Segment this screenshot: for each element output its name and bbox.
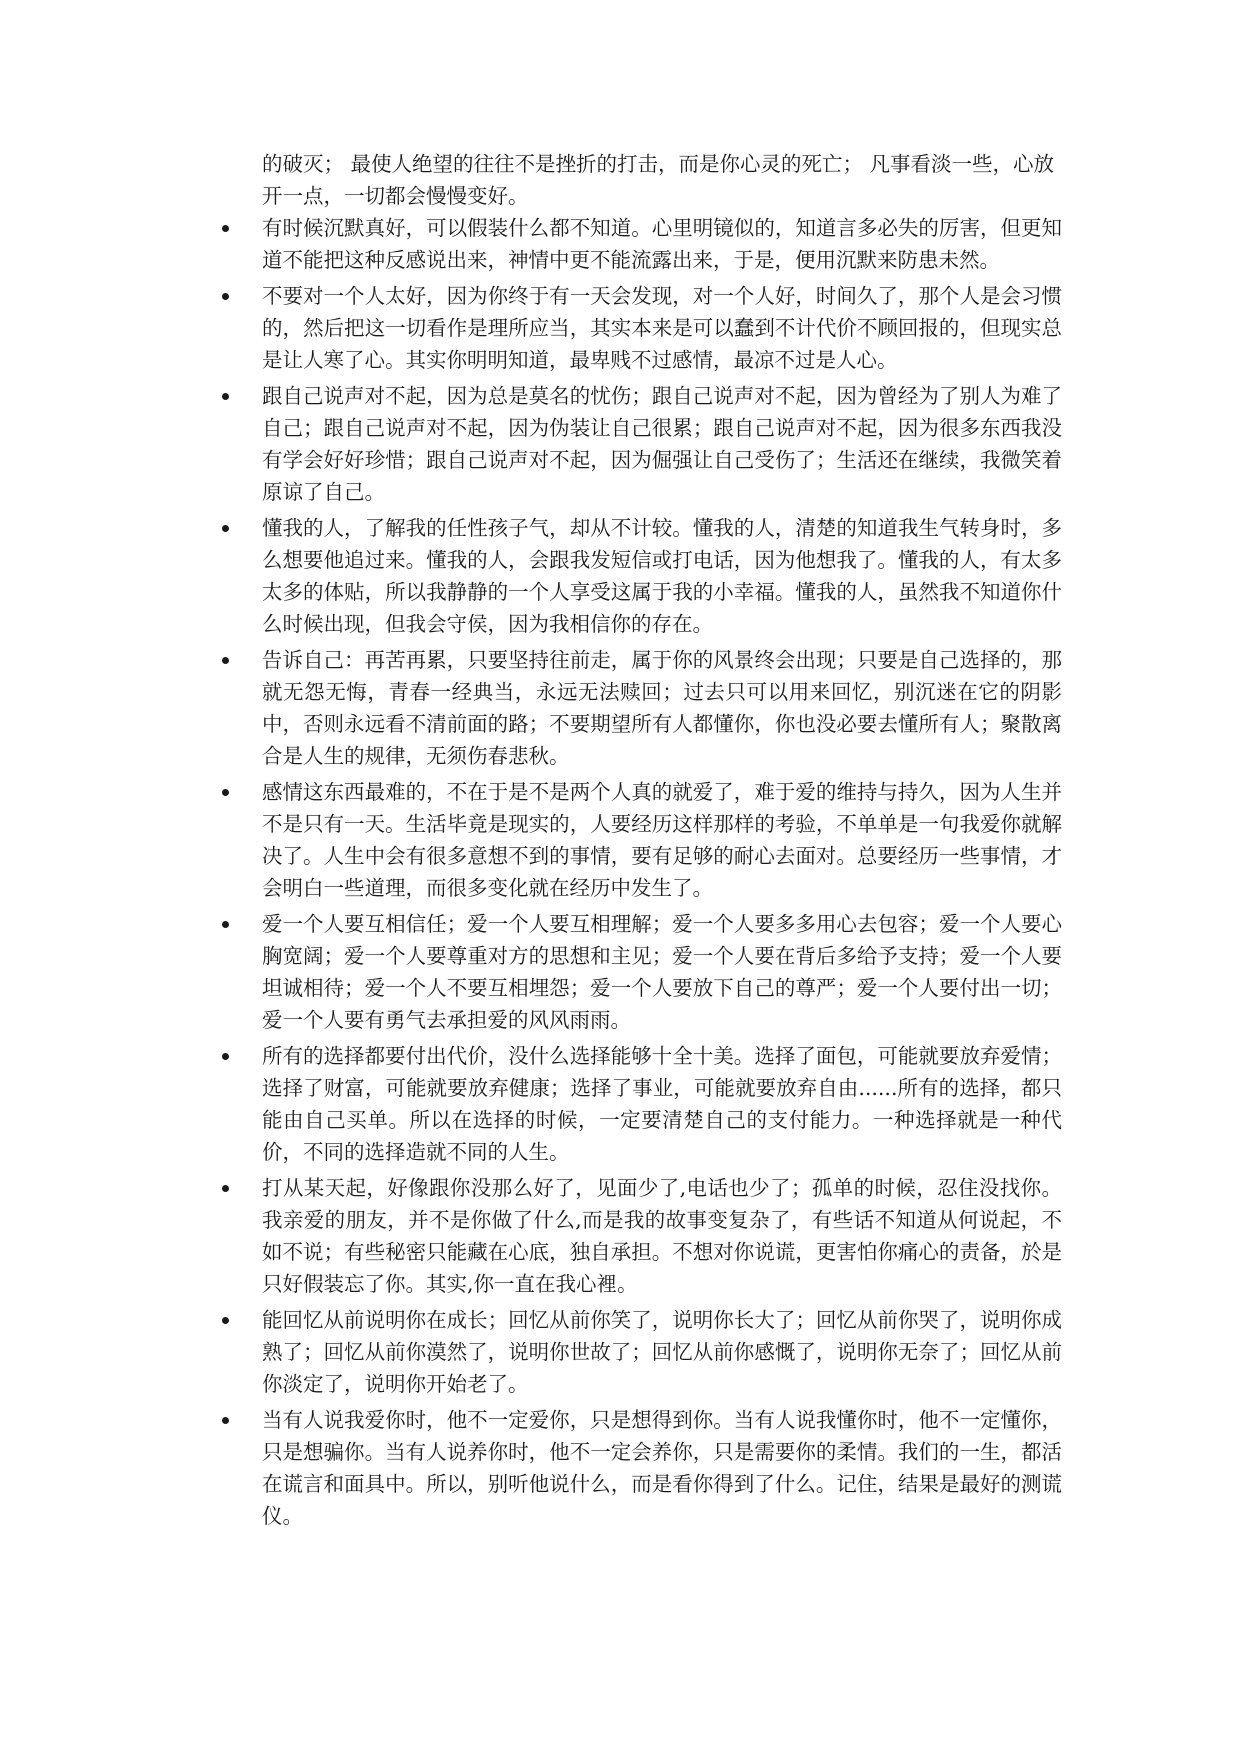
list-item-text: 打从某天起，好像跟你没那么好了，见面少了,电话也少了；孤单的时候，忍住没找你。我亲爱的朋友，并不是你做了什么,而是我的故事变复杂了，有些话不知道从何说起，不如不说；有些秘密只能藏在心底，独自承担。不想对你说谎，更害怕你痛心的责备，於是只好假装忘了你。其实,你一直在我心裡。 (262, 1176, 1062, 1296)
bullet-icon (222, 393, 229, 400)
list-item (0, 1040, 1062, 1168)
bullet-icon (222, 1417, 229, 1424)
bullet-icon (222, 225, 229, 232)
list-item (0, 908, 1062, 1036)
bullet-icon (222, 789, 229, 796)
list-item (0, 1304, 1062, 1400)
bullet-icon (222, 525, 229, 532)
list-item-text: 懂我的人，了解我的任性孩子气，却从不计较。懂我的人，清楚的知道我生气转身时，多么想要他追过来。懂我的人，会跟我发短信或打电话，因为他想我了。懂我的人，有太多太多的体贴，所以我静静的一个人享受这属于我的小幸福。懂我的人，虽然我不知道你什么时候出现，但我会守侯，因为我相信你的存在。 (262, 516, 1062, 636)
bullet-icon (222, 657, 229, 664)
list-item-text: 所有的选择都要付出代价，没什么选择能够十全十美。选择了面包，可能就要放弃爱情；选择了财富，可能就要放弃健康；选择了事业，可能就要放弃自由......所有的选择，都只能由自己买单。所以在选择的时候，一定要清楚自己的支付能力。一种选择就是一种代价，不同的选择造就不同的人生。 (262, 1044, 1062, 1164)
list-item (0, 644, 1062, 772)
list-item (0, 1172, 1062, 1300)
list-item (0, 280, 1062, 376)
bullet-icon (222, 293, 229, 300)
list-item (0, 512, 1062, 640)
list-item (0, 212, 1062, 276)
bullet-icon (222, 921, 229, 928)
bullet-icon (222, 1185, 229, 1192)
bullet-list (0, 212, 1241, 1536)
list-item (0, 1404, 1062, 1532)
bullet-icon (222, 1317, 229, 1324)
list-item-text: 不要对一个人太好，因为你终于有一天会发现，对一个人好，时间久了，那个人是会习惯的，然后把这一切看作是理所应当，其实本来是可以蠢到不计代价不顾回报的，但现实总是让人寒了心。其实你明明知道，最卑贱不过感情，最凉不过是人心。 (262, 284, 1062, 372)
continuation-paragraph: 的破灭； 最使人绝望的往往不是挫折的打击，而是你心灵的死亡； 凡事看淡一些，心放开一点，一切都会慢慢变好。 (262, 152, 1055, 208)
list-item-text: 有时候沉默真好，可以假装什么都不知道。心里明镜似的，知道言多必失的厉害，但更知道不能把这种反感说出来，神情中更不能流露出来，于是，便用沉默来防患未然。 (262, 216, 1062, 272)
list-item-text: 爱一个人要互相信任；爱一个人要互相理解；爱一个人要多多用心去包容；爱一个人要心胸宽阔；爱一个人要尊重对方的思想和主见；爱一个人要在背后多给予支持；爱一个人要坦诚相待；爱一个人不要互相埋怨；爱一个人要放下自己的尊严；爱一个人要付出一切；爱一个人要有勇气去承担爱的风风雨雨。 (262, 912, 1062, 1032)
list-item-text: 跟自己说声对不起，因为总是莫名的忧伤；跟自己说声对不起，因为曾经为了别人为难了自己；跟自己说声对不起，因为伪装让自己很累；跟自己说声对不起，因为很多东西我没有学会好好珍惜；跟自己说声对不起，因为倔强让自己受伤了；生活还在继续，我微笑着原谅了自己。 (262, 384, 1062, 504)
list-item-text: 能回忆从前说明你在成长；回忆从前你笑了，说明你长大了；回忆从前你哭了，说明你成熟了；回忆从前你漠然了，说明你世故了；回忆从前你感慨了，说明你无奈了；回忆从前你淡定了，说明你开始老了。 (262, 1308, 1062, 1396)
list-item (0, 380, 1062, 508)
bullet-icon (222, 1053, 229, 1060)
list-item-text: 感情这东西最难的，不在于是不是两个人真的就爱了，难于爱的维持与持久，因为人生并不是只有一天。生活毕竟是现实的，人要经历这样那样的考验，不单单是一句我爱你就解决了。人生中会有很多意想不到的事情，要有足够的耐心去面对。总要经历一些事情，才会明白一些道理，而很多变化就在经历中发生了。 (262, 780, 1062, 900)
list-item-text: 当有人说我爱你时，他不一定爱你，只是想得到你。当有人说我懂你时，他不一定懂你，只是想骗你。当有人说养你时，他不一定会养你，只是需要你的柔情。我们的一生，都活在谎言和面具中。所以，别听他说什么，而是看你得到了什么。记住，结果是最好的测谎仪。 (262, 1408, 1062, 1528)
list-item (0, 776, 1062, 904)
list-item-text: 告诉自己：再苦再累，只要坚持往前走，属于你的风景终会出现；只要是自己选择的，那就无怨无悔，青春一经典当，永远无法赎回；过去只可以用来回忆，别沉迷在它的阴影中，否则永远看不清前面的路；不要期望所有人都懂你，你也没必要去懂所有人；聚散离合是人生的规律，无须伤春悲秋。 (262, 648, 1062, 768)
